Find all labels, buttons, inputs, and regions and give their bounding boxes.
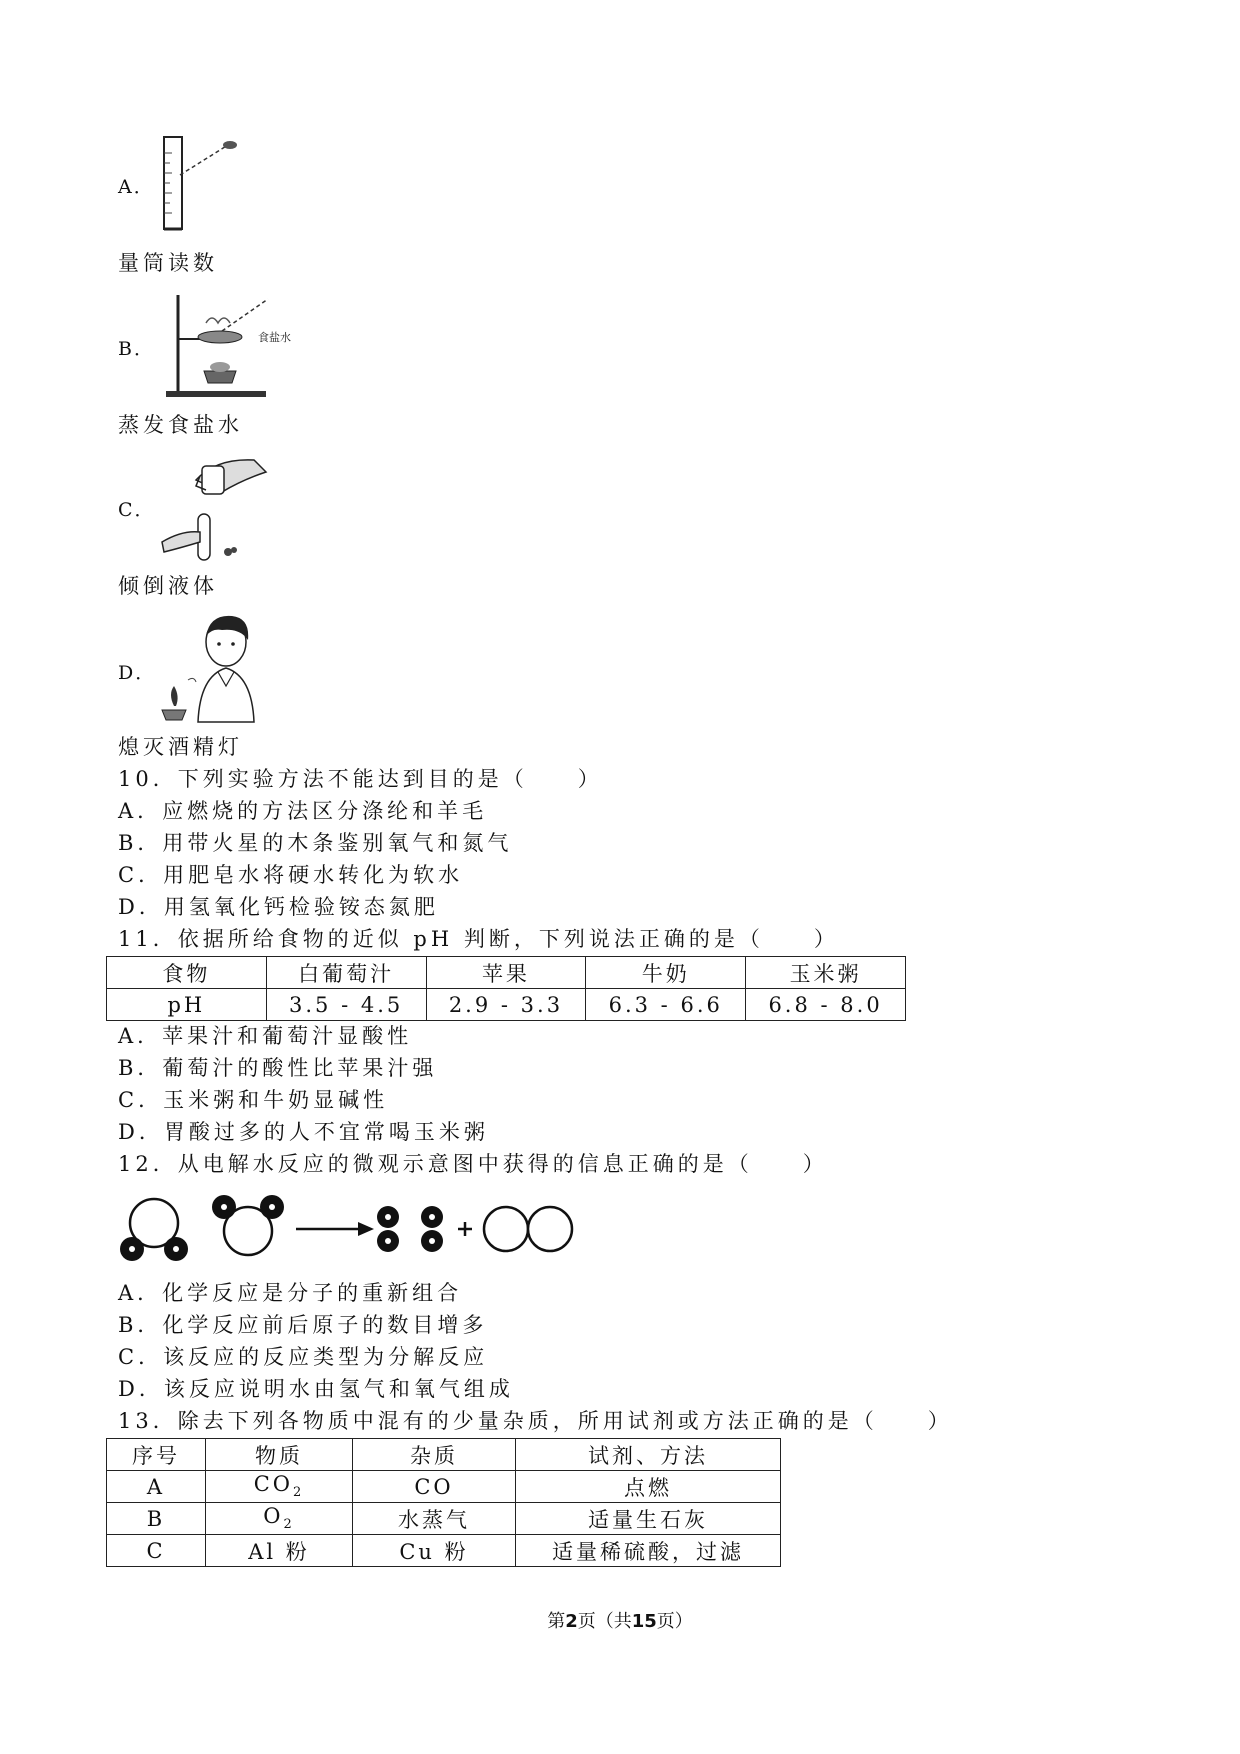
option-caption: 熄灭酒精灯: [118, 735, 243, 759]
option-letter: B．: [118, 338, 155, 360]
table-row: [107, 1535, 781, 1567]
question-stem: 11．依据所给食物的近似 pH 判断，下列说法正确的是（ ）: [118, 927, 839, 951]
table-row: [107, 1471, 781, 1503]
table-cell: CO: [353, 1471, 516, 1503]
graduated-cylinder-icon: [150, 133, 240, 235]
table-cell: B: [107, 1503, 206, 1535]
table-header-cell: 试剂、方法: [516, 1439, 781, 1471]
table-cell: 点燃: [516, 1471, 781, 1503]
option-letter: D．: [118, 662, 157, 684]
option-text: D．胃酸过多的人不宜常喝玉米粥: [118, 1120, 489, 1144]
footer-suffix: 页）: [656, 1611, 693, 1632]
table-cell: 6.3 - 6.6: [586, 989, 746, 1021]
pouring-liquid-icon: [156, 446, 274, 564]
option-text: B．化学反应前后原子的数目增多: [118, 1313, 488, 1337]
table-header-cell: 物质: [206, 1439, 353, 1471]
question-stem: 10．下列实验方法不能达到目的是（ ）: [118, 767, 603, 791]
table-cell: A: [107, 1471, 206, 1503]
page-number: 2: [565, 1611, 578, 1632]
option-text: D．用氢氧化钙检验铵态氮肥: [118, 895, 439, 919]
option-text: C．该反应的反应类型为分解反应: [118, 1345, 489, 1369]
table-header-row: [107, 1439, 781, 1471]
option-text: A．应燃烧的方法区分涤纶和羊毛: [118, 799, 488, 823]
table-cell: 适量生石灰: [516, 1503, 781, 1535]
table-header-cell: 食物: [107, 957, 267, 989]
boy-alcohol-lamp-icon: [152, 606, 270, 724]
option-text: B．葡萄汁的酸性比苹果汁强: [118, 1056, 438, 1080]
page-footer: [0, 1607, 1240, 1633]
table-header-row: [107, 957, 906, 989]
option-caption: 蒸发食盐水: [118, 413, 243, 437]
table-cell: 适量稀硫酸，过滤: [516, 1535, 781, 1567]
table-cell: $O_2$: [206, 1503, 353, 1535]
table-header-cell: 苹果: [426, 957, 586, 989]
table-row: [107, 989, 906, 1021]
table-cell: Al 粉: [206, 1535, 353, 1567]
option-caption: 量筒读数: [118, 251, 218, 275]
option-text: C．玉米粥和牛奶显碱性: [118, 1088, 389, 1112]
option-text: A．苹果汁和葡萄汁显酸性: [118, 1024, 413, 1048]
table-header-cell: 白葡萄汁: [266, 957, 426, 989]
footer-prefix: 第: [547, 1611, 566, 1632]
ph-table: [106, 956, 906, 1021]
option-letter: C．: [118, 499, 156, 521]
table-cell: 2.9 - 3.3: [426, 989, 586, 1021]
impurity-table: [106, 1438, 781, 1567]
option-text: D．该反应说明水由氢气和氧气组成: [118, 1377, 514, 1401]
evaporation-apparatus-icon: [160, 287, 300, 401]
option-text: A．化学反应是分子的重新组合: [118, 1281, 463, 1305]
total-pages: 15: [631, 1611, 657, 1632]
table-cell: Cu 粉: [353, 1535, 516, 1567]
question-stem: 13．除去下列各物质中混有的少量杂质，所用试剂或方法正确的是（ ）: [118, 1409, 953, 1433]
figure-label: 食盐水: [258, 331, 291, 344]
table-header-cell: 玉米粥: [746, 957, 906, 989]
table-row: [107, 1503, 781, 1535]
table-header-cell: 序号: [107, 1439, 206, 1471]
question-stem: 12．从电解水反应的微观示意图中获得的信息正确的是（ ）: [118, 1152, 828, 1176]
water-electrolysis-diagram-icon: [118, 1193, 588, 1265]
table-cell: 3.5 - 4.5: [266, 989, 426, 1021]
table-cell: 6.8 - 8.0: [746, 989, 906, 1021]
table-cell: C: [107, 1535, 206, 1567]
table-cell: 水蒸气: [353, 1503, 516, 1535]
table-header-cell: 牛奶: [586, 957, 746, 989]
option-caption: 倾倒液体: [118, 574, 218, 598]
table-header-cell: 杂质: [353, 1439, 516, 1471]
table-cell: pH: [107, 989, 267, 1021]
option-text: B．用带火星的木条鉴别氧气和氮气: [118, 831, 513, 855]
table-cell: $CO_2$: [206, 1471, 353, 1503]
footer-middle: 页（共: [577, 1611, 632, 1632]
option-letter: A．: [118, 176, 155, 198]
option-text: C．用肥皂水将硬水转化为软水: [118, 863, 464, 887]
